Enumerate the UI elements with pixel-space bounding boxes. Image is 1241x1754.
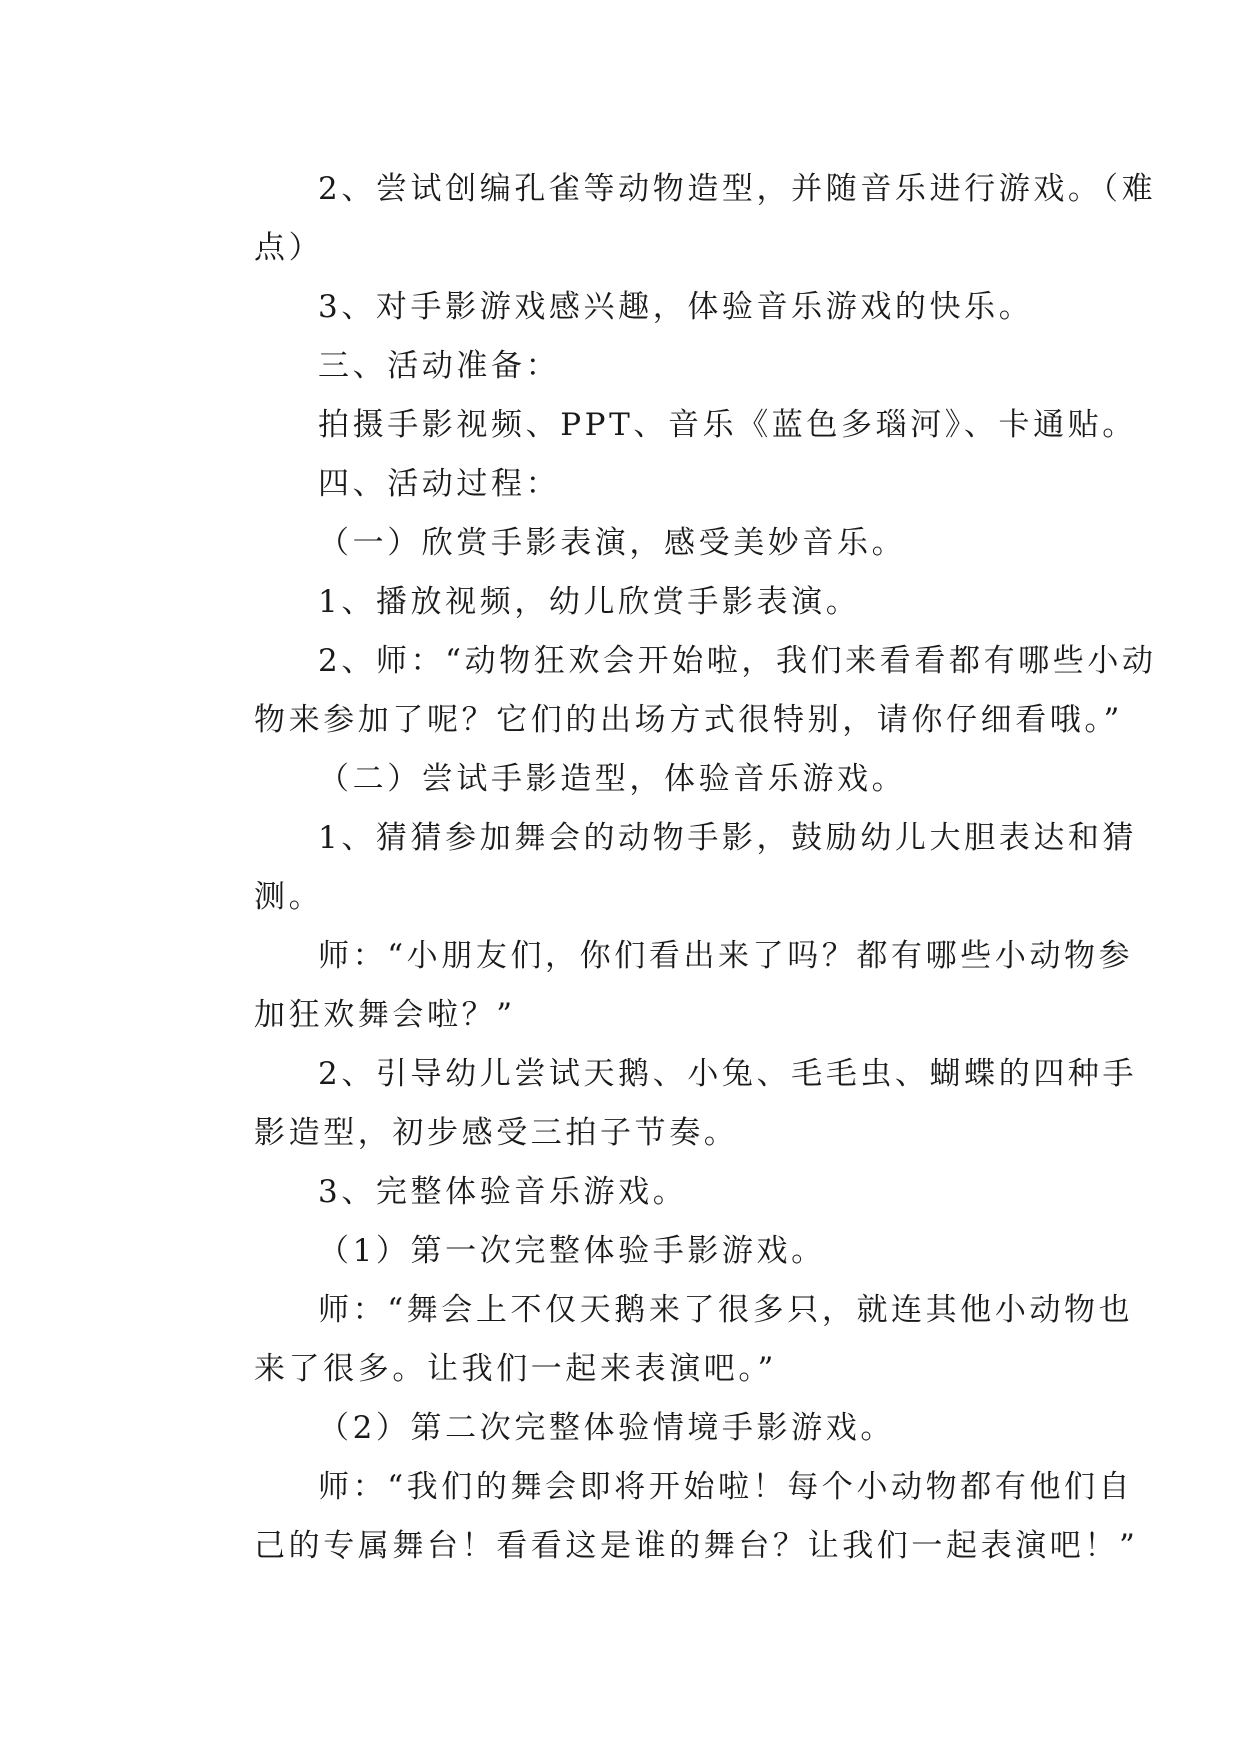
text-line: 1、播放视频，幼儿欣赏手影表演。 <box>318 584 861 620</box>
text-line: 点） <box>254 230 324 266</box>
paragraph-teacher-quote-2 <box>190 1281 1134 1399</box>
paragraph-step-1-1 <box>190 573 1050 632</box>
text-line: 物来参加了呢？它们的出场方式很特别，请你仔细看哦。” <box>254 702 1123 738</box>
text-line: 3、对手影游戏感兴趣，体验音乐游戏的快乐。 <box>318 289 1034 325</box>
text-line: （2）第二次完整体验情境手影游戏。 <box>318 1410 895 1446</box>
text-line: 测。 <box>254 879 324 915</box>
paragraph-goal-2 <box>190 160 1157 278</box>
text-line: 师：“舞会上不仅天鹅来了很多只，就连其他小动物也 <box>318 1292 1134 1328</box>
text-line: 来了很多。让我们一起来表演吧。” <box>254 1351 777 1387</box>
paragraph-goal-3 <box>190 278 1050 337</box>
subheading-part-2 <box>190 750 1050 809</box>
text-line: 2、引导幼儿尝试天鹅、小兔、毛毛虫、蝴蝶的四种手 <box>318 1056 1138 1092</box>
text-line: （一）欣赏手影表演，感受美妙音乐。 <box>318 525 907 561</box>
paragraph-substep-2 <box>190 1399 1050 1458</box>
text-line: 2、尝试创编孔雀等动物造型，并随音乐进行游戏。（难 <box>318 171 1157 207</box>
text-line: 1、猜猜参加舞会的动物手影，鼓励幼儿大胆表达和猜 <box>318 820 1138 856</box>
text-line: 师：“小朋友们，你们看出来了吗？都有哪些小动物参 <box>318 938 1134 974</box>
text-line: （二）尝试手影造型，体验音乐游戏。 <box>318 761 907 797</box>
text-line: 2、师：“动物狂欢会开始啦，我们来看看都有哪些小动 <box>318 643 1157 679</box>
document-body <box>190 160 1157 1576</box>
text-line: 三、活动准备： <box>318 348 561 384</box>
paragraph-teacher-quote-1 <box>190 927 1134 1045</box>
section-heading-process <box>190 455 1050 514</box>
paragraph-step-2-1 <box>190 809 1138 927</box>
text-line: 师：“我们的舞会即将开始啦！每个小动物都有他们自 <box>318 1469 1134 1505</box>
paragraph-step-2-2 <box>190 1045 1138 1163</box>
text-line: （1）第一次完整体验手影游戏。 <box>318 1233 826 1269</box>
paragraph-substep-1 <box>190 1222 1050 1281</box>
section-heading-preparation <box>190 337 1050 396</box>
paragraph-step-1-2 <box>190 632 1157 750</box>
text-line: 四、活动过程： <box>318 466 561 502</box>
paragraph-step-2-3 <box>190 1163 1050 1222</box>
subheading-part-1 <box>190 514 1050 573</box>
text-line: 影造型，初步感受三拍子节奏。 <box>254 1115 739 1151</box>
paragraph-materials <box>190 396 1137 455</box>
text-line: 加狂欢舞会啦？” <box>254 997 516 1033</box>
text-line: 己的专属舞台！看看这是谁的舞台？让我们一起表演吧！” <box>254 1528 1139 1564</box>
text-line: 3、完整体验音乐游戏。 <box>318 1174 688 1210</box>
paragraph-teacher-quote-3 <box>190 1458 1139 1576</box>
text-line: 拍摄手影视频、PPT、音乐《蓝色多瑙河》、卡通贴。 <box>318 407 1137 443</box>
